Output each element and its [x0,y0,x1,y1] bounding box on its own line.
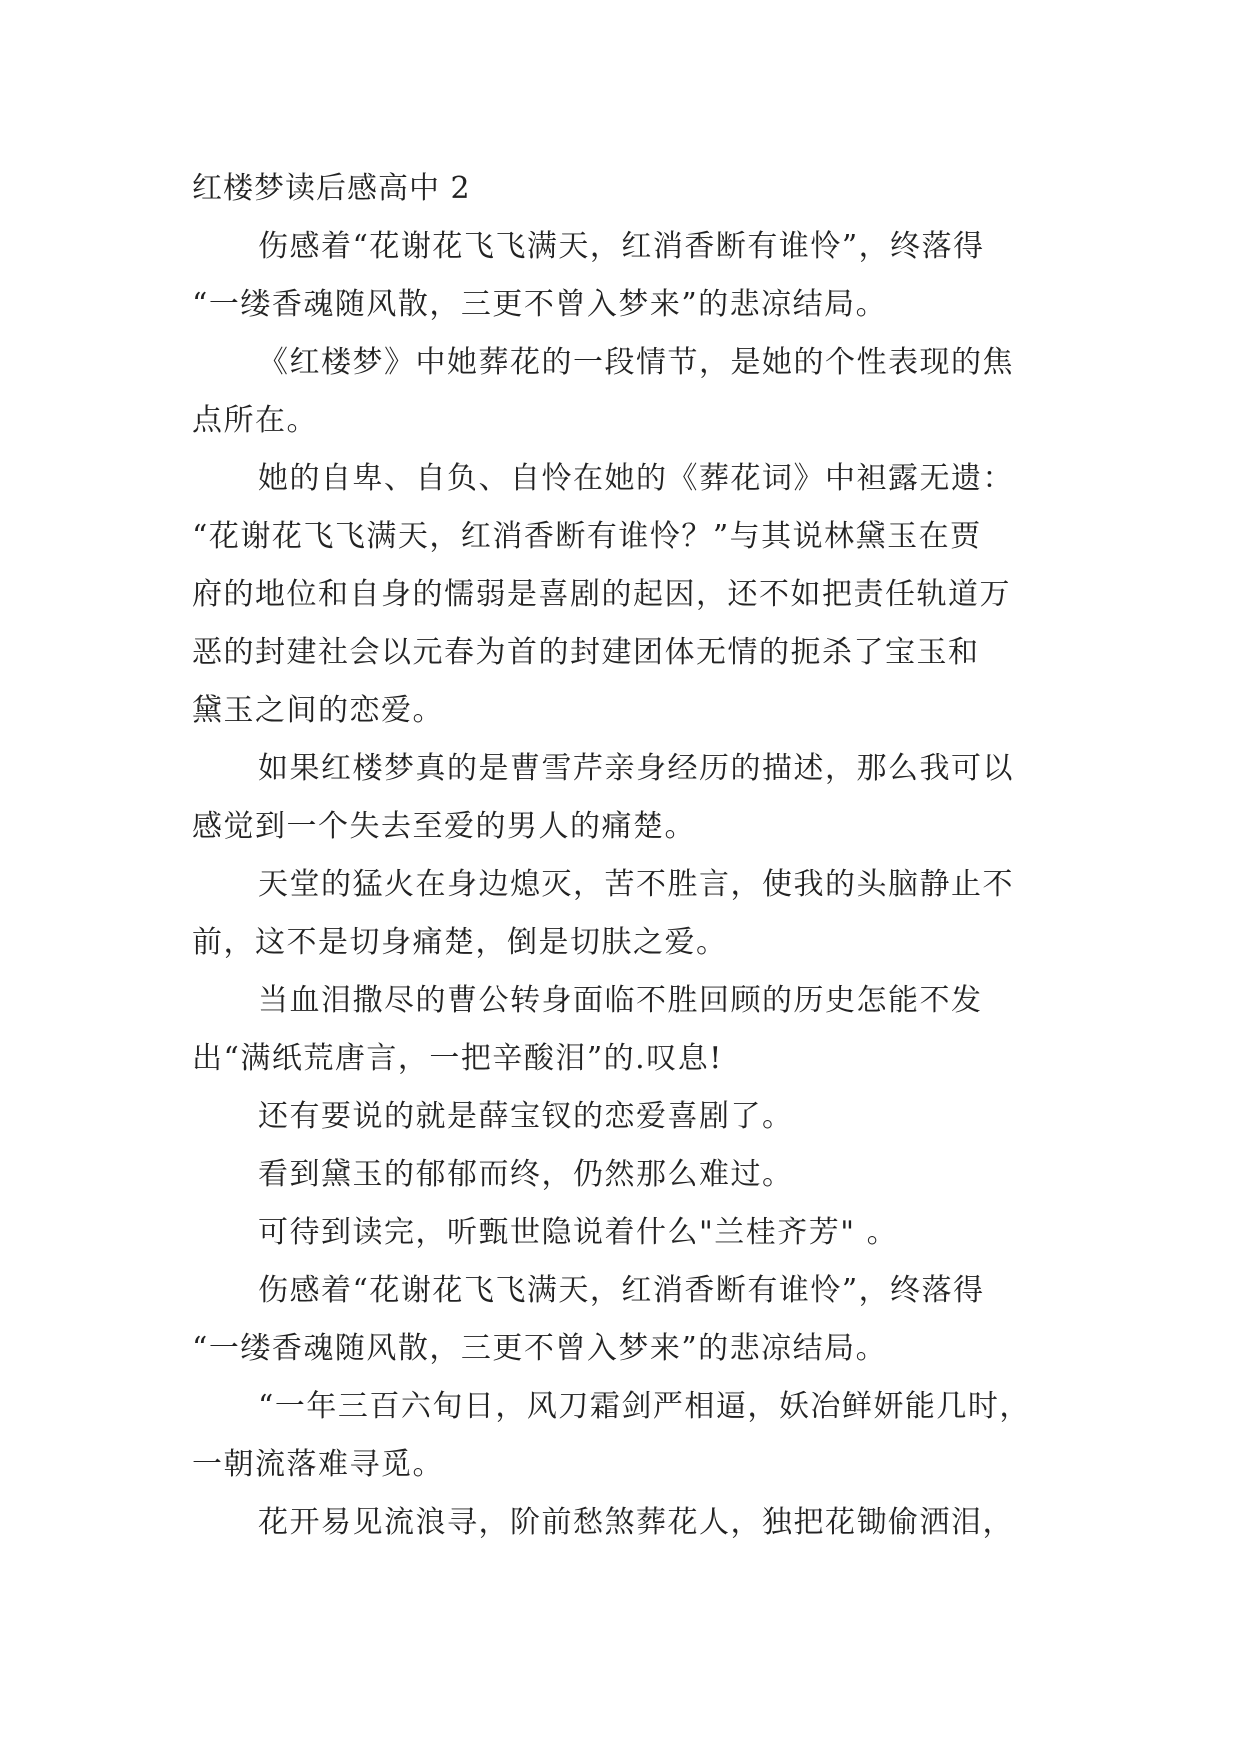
paragraph-line: 她的自卑、自负、自怜在她的《葬花词》中袒露无遗： [258,461,1014,496]
paragraph-line: 府的地位和自身的懦弱是喜剧的起因，还不如把责任轨道万 [192,577,1011,612]
paragraph-6 [192,972,1052,1088]
paragraph-2 [192,334,1052,450]
paragraph-line: “花谢花飞飞满天，红消香断有谁怜？”与其说林黛玉在贾 [192,519,982,554]
paragraph-line: 《红楼梦》中她葬花的一段情节，是她的个性表现的焦 [258,345,1014,380]
paragraph-line: 出“满纸荒唐言，一把辛酸泪”的.叹息! [192,1041,723,1076]
paragraph-line: 天堂的猛火在身边熄灭，苦不胜言，使我的头脑静止不 [258,867,1014,902]
paragraph-line: 恶的封建社会以元春为首的封建团体无情的扼杀了宝玉和 [192,635,980,670]
paragraph-line: 伤感着“花谢花飞飞满天，红消香断有谁怜”，终落得 [258,229,985,264]
paragraph-11 [192,1378,1052,1494]
paragraph-line: 黛玉之间的恋爱。 [192,693,444,728]
paragraph-line: 前，这不是切身痛楚，倒是切肤之爱。 [192,925,728,960]
paragraph-line: 花开易见流浪寻，阶前愁煞葬花人，独把花锄偷洒泪， [258,1505,1014,1540]
paragraph-line: 还有要说的就是薛宝钗的恋爱喜剧了。 [258,1099,794,1134]
paragraph-line: “一缕香魂随风散，三更不曾入梦来”的悲凉结局。 [192,287,888,322]
paragraph-12 [192,1494,1052,1552]
paragraph-line: 一朝流落难寻觅。 [192,1447,444,1482]
paragraph-line: 感觉到一个失去至爱的男人的痛楚。 [192,809,696,844]
paragraph-line: 看到黛玉的郁郁而终，仍然那么难过。 [258,1157,794,1192]
paragraph-line: 可待到读完，听甄世隐说着什么"兰桂齐芳" 。 [258,1215,899,1250]
paragraph-line: 如果红楼梦真的是曹雪芹亲身经历的描述，那么我可以 [258,751,1014,786]
paragraph-7 [192,1088,1052,1146]
paragraph-10 [192,1262,1052,1378]
paragraph-1 [192,218,1052,334]
paragraph-3 [192,450,1052,740]
paragraph-line: 伤感着“花谢花飞飞满天，红消香断有谁怜”，终落得 [258,1273,985,1308]
paragraph-line: “一缕香魂随风散，三更不曾入梦来”的悲凉结局。 [192,1331,888,1366]
paragraph-line: 当血泪撒尽的曹公转身面临不胜回顾的历史怎能不发 [258,983,983,1018]
paragraph-8 [192,1146,1052,1204]
document-body [192,160,1052,1552]
document-title: 红楼梦读后感高中 2 [192,171,471,206]
paragraph-line: 点所在。 [192,403,318,438]
paragraph-4 [192,740,1052,856]
paragraph-line: “一年三百六旬日，风刀霜剑严相逼，妖冶鲜妍能几时， [258,1389,1031,1424]
paragraph-5 [192,856,1052,972]
paragraph-9 [192,1204,1052,1262]
